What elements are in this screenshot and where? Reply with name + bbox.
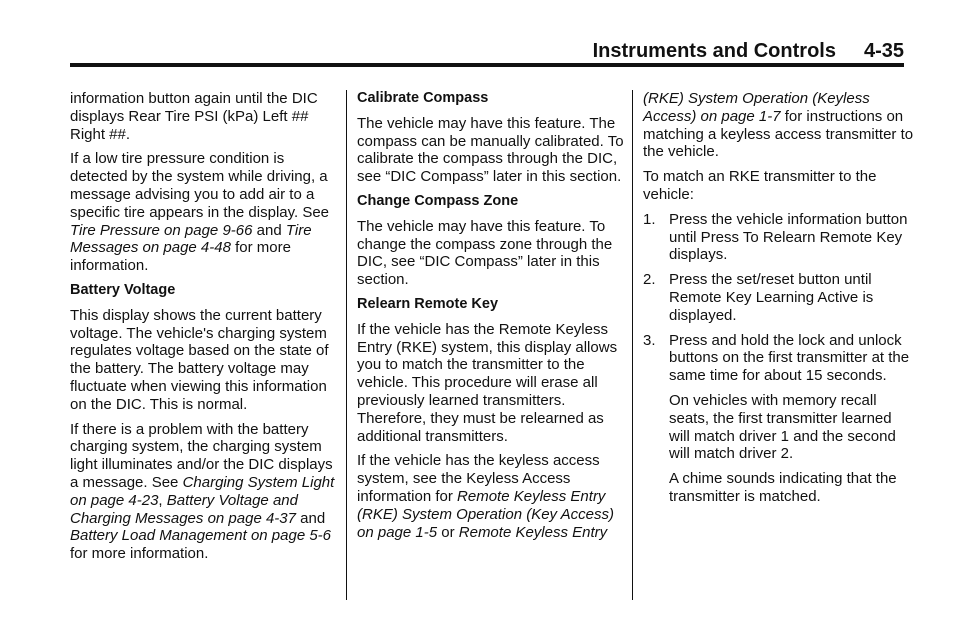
subheading: Calibrate Compass <box>357 90 489 106</box>
list-item: 2. Press the set/reset button until Remote Key Learning Active is displayed. <box>643 271 874 324</box>
section-title: Instruments and Controls <box>592 40 836 62</box>
xref-link[interactable]: Charging System Light on page 4-23 <box>70 473 335 509</box>
subheading: Relearn Remote Key <box>357 295 499 312</box>
list-item: 1. Press the vehicle information button until Press To Relearn Remote Key displays. <box>643 210 908 264</box>
paragraph: If the vehicle has the keyless access system, see the Keyless Access information for Remote Keyless Entry (RKE) System Operation (Key Access) on page 1-5 or Remote Keyless Entry <box>357 452 615 541</box>
paragraph: If there is a problem with the battery charging system, the charging system light illuminates and/or the DIC displays a message. See Charging System Light on page 4-23, Battery Voltage and Charging Messages on page 4-37 and Battery Load Management on page 5-6 for more information. <box>70 420 335 563</box>
list-item: 3. Press and hold the lock and unlock buttons on the first transmitter at the same time for about 15 seconds. <box>643 331 910 385</box>
note: A chime sounds indicating that the transmitter is matched. <box>669 470 897 505</box>
xref-link[interactable]: Remote Keyless Entry (RKE) System Operation (Key Access) on page 1-5 <box>357 487 615 541</box>
paragraph: The vehicle may have this feature. To change the compass zone through the DIC, see “DIC Compass” later in this section. <box>357 217 613 289</box>
column-2 <box>346 90 631 600</box>
paragraph: If the vehicle has the Remote Keyless Entry (RKE) system, this display allows you to match the transmitter to the vehicle. This procedure will erase all previously learned transmitters. Therefore, they must be relearned as additional transmitters. <box>357 320 618 445</box>
paragraph: To match an RKE transmitter to the vehicle: <box>643 168 877 203</box>
xref-link[interactable]: (RKE) System Operation (Keyless Access) on page 1-7 <box>643 90 870 125</box>
note: On vehicles with memory recall seats, the first transmitter learned will match driver 1 and the second will match driver 2. <box>669 391 896 463</box>
column-3 <box>632 90 915 600</box>
paragraph: This display shows the current battery voltage. The vehicle's charging system regulates voltage based on the state of the battery. The battery voltage may fluctuate when viewing this information on the DIC. This is normal. <box>70 306 329 413</box>
paragraph: The vehicle may have this feature. The compass can be manually calibrated. To calibrate the compass through the DIC, see “DIC Compass” later in this section. <box>357 114 624 186</box>
steps-list <box>643 211 915 385</box>
xref-link[interactable]: Remote Keyless Entry <box>458 523 608 541</box>
page-header <box>70 38 904 64</box>
column-1 <box>70 90 336 570</box>
page-number: 4-35 <box>863 40 904 62</box>
paragraph: (RKE) System Operation (Keyless Access) on page 1-7 for instructions on matching a keyless access transmitter to the vehicle. <box>643 90 914 161</box>
xref-link[interactable]: Battery Load Management on page 5-6 <box>70 527 332 545</box>
paragraph: If a low tire pressure condition is detected by the system while driving, a message advising you to add air to a specific tire appears in the display. See Tire Pressure on page 9-66 and Tire Messages on page 4-48 for more information. <box>70 150 330 275</box>
subheading: Change Compass Zone <box>357 192 519 209</box>
xref-link[interactable]: Tire Messages on page 4-48 <box>70 221 312 257</box>
paragraph: information button again until the DIC displays Rear Tire PSI (kPa) Left ## Right ##. <box>70 90 318 143</box>
xref-link[interactable]: Tire Pressure on page 9-66 <box>70 221 253 239</box>
subheading: Battery Voltage <box>70 281 176 298</box>
header-rule <box>70 63 904 67</box>
xref-link[interactable]: Battery Voltage and Charging Messages on page 4-37 <box>70 491 298 527</box>
